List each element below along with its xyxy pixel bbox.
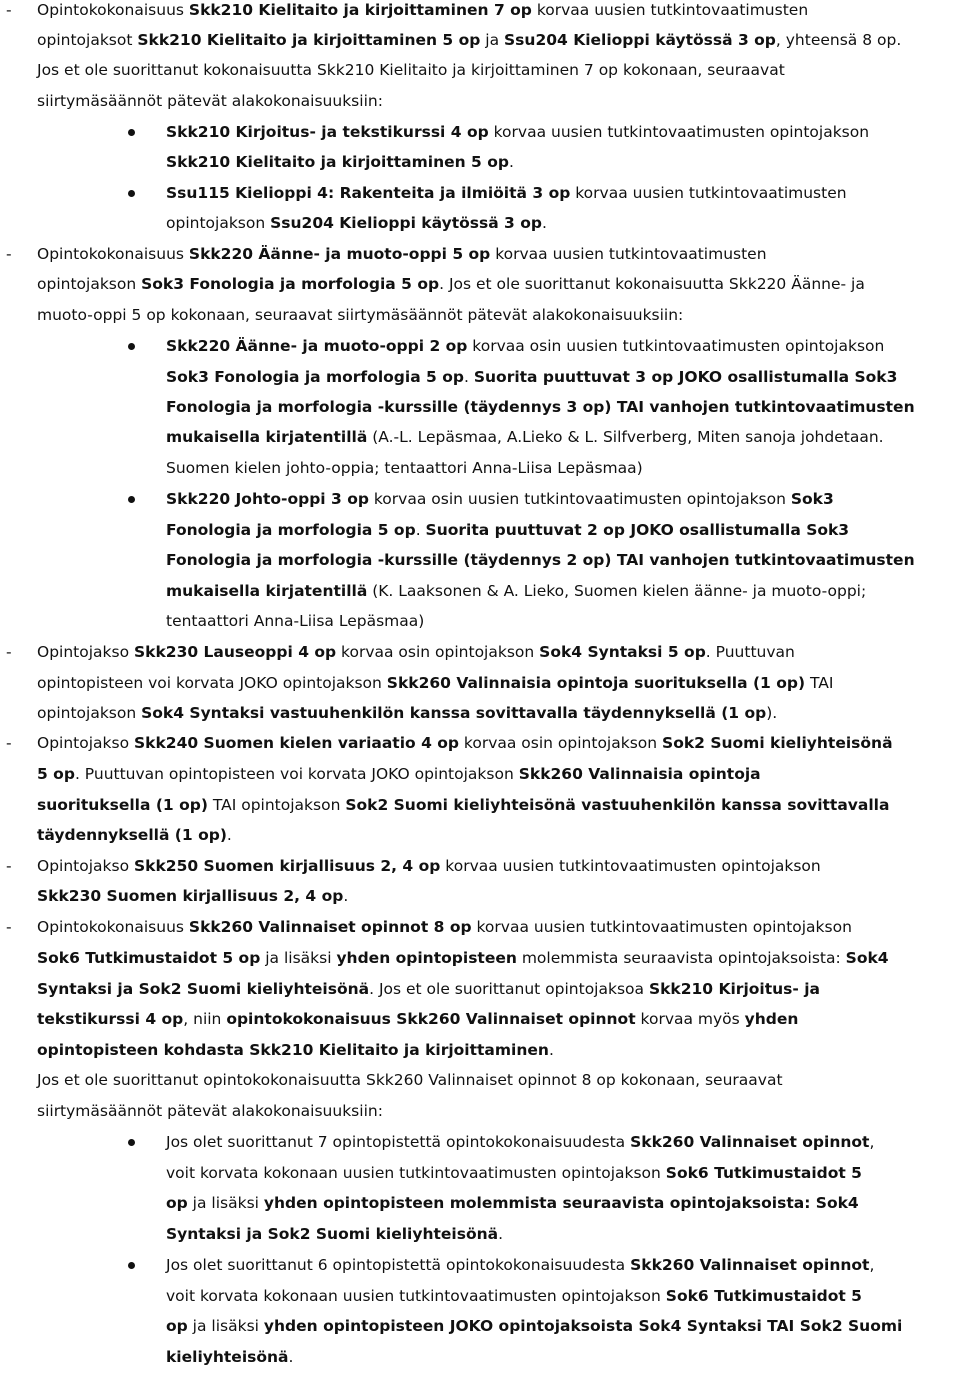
text-line — [166, 336, 884, 356]
text-line — [37, 733, 893, 753]
text-line — [166, 367, 897, 387]
bold-text: mukaisella kirjatentillä — [166, 582, 368, 600]
text-line — [37, 948, 889, 968]
bold-text: yhden opintopisteen JOKO opintojaksoista Sok4 Syntaksi TAI Sok2 Suomi — [263, 1317, 903, 1335]
bold-text: Skk260 Valinnaisia opintoja — [518, 765, 761, 783]
text-line — [37, 60, 785, 80]
bold-text: Skk210 Kielitaito ja kirjoittaminen 5 op — [137, 31, 481, 49]
bold-text: Fonologia ja morfologia -kurssille (täydennys 3 op) TAI vanhojen tutkintovaatimusten — [166, 398, 915, 416]
text: korvaa uusien tutkintovaatimusten — [570, 184, 847, 202]
list-dash: - — [6, 1, 12, 19]
text-line — [37, 795, 889, 815]
text: . Jos et ole suorittanut kokonaisuutta Skk220 Äänne- ja — [439, 275, 865, 293]
bold-text: Skk230 Suomen kirjallisuus 2, 4 op — [37, 887, 344, 905]
text-line — [37, 917, 852, 937]
text: Opintojakso — [37, 643, 134, 661]
list-dash: - — [6, 643, 12, 661]
text: korvaa osin opintojakson — [336, 643, 540, 661]
bold-text: opintopisteen kohdasta Skk210 Kielitaito ja kirjoittaminen — [37, 1041, 549, 1059]
text: opintojakson — [37, 275, 142, 293]
text: . Puuttuvan — [705, 643, 795, 661]
bold-text: Skk210 Kielitaito ja kirjoittaminen 5 op — [166, 153, 509, 171]
text: ja lisäksi — [187, 1317, 264, 1335]
text-line — [37, 91, 383, 111]
text-line — [166, 1347, 293, 1367]
bold-text: Sok4 — [845, 949, 889, 967]
bold-text: op — [166, 1194, 188, 1212]
text-line — [37, 673, 833, 693]
text-line — [166, 489, 834, 509]
text: . — [463, 368, 474, 386]
text-line — [37, 764, 761, 784]
text: Jos olet suorittanut 6 opintopistettä opintokokonaisuudesta — [166, 1256, 631, 1274]
text: korvaa uusien tutkintovaatimusten — [531, 1, 809, 19]
text-line — [37, 825, 232, 845]
text: Opintokokonaisuus — [37, 1, 189, 19]
text: Suomen kielen johto-oppia; tentaattori Anna-Liisa Lepäsmaa) — [166, 459, 643, 477]
bold-text: Fonologia ja morfologia 5 op — [166, 521, 416, 539]
text-line — [37, 0, 808, 20]
bold-text: Skk260 Valinnaisia opintoja suorituksella (1 op) — [386, 674, 806, 692]
text-line — [166, 1316, 902, 1336]
bold-text: Skk220 Johto-oppi 3 op — [166, 490, 369, 508]
text-line — [166, 550, 915, 570]
text-line — [166, 1286, 862, 1306]
text-line — [37, 856, 821, 876]
text: . — [548, 1041, 554, 1059]
text: . — [498, 1225, 504, 1243]
bold-text: Ssu204 Kielioppi käytössä 3 op — [504, 31, 776, 49]
bold-text: Sok2 Suomi kieliyhteisönä vastuuhenkilön kanssa sovittavalla — [345, 796, 890, 814]
text-line — [37, 1101, 383, 1121]
bold-text: Skk220 Äänne- ja muoto-oppi 5 op — [188, 245, 491, 263]
bold-text: Sok6 Tutkimustaidot 5 — [665, 1164, 862, 1182]
bold-text: Sok3 Fonologia ja morfologia 5 op — [166, 368, 464, 386]
text-line — [37, 703, 777, 723]
text: Jos olet suorittanut 7 opintopistettä opintokokonaisuudesta — [166, 1133, 631, 1151]
bold-text: mukaisella kirjatentillä — [166, 428, 368, 446]
list-dash: - — [6, 734, 12, 752]
bold-text: Skk210 Kirjoitus- ja — [648, 980, 820, 998]
text: . — [508, 153, 514, 171]
text: Opintokokonaisuus — [37, 918, 189, 936]
text-line — [166, 213, 547, 233]
bold-text: Ssu204 Kielioppi käytössä 3 op — [270, 214, 542, 232]
bold-text: Suorita puuttuvat 3 op JOKO osallistumalla Sok3 — [473, 368, 898, 386]
bullet-icon — [128, 343, 135, 350]
text: siirtymäsäännöt pätevät alakokonaisuuksiin: — [37, 1102, 383, 1120]
text: . Jos et ole suorittanut opintojaksoa — [369, 980, 649, 998]
text-line — [37, 244, 767, 264]
text: (K. Laaksonen & A. Lieko, Suomen kielen äänne- ja muoto-oppi; — [367, 582, 867, 600]
text: , yhteensä 8 op. — [775, 31, 902, 49]
text: muoto-oppi 5 op kokonaan, seuraavat siirtymäsäännöt pätevät alakokonaisuuksiin: — [37, 306, 684, 324]
bold-text: Skk260 Valinnaiset opinnot — [630, 1256, 870, 1274]
text: korvaa uusien tutkintovaatimusten opintojakson — [471, 918, 852, 936]
bold-text: Skk220 Äänne- ja muoto-oppi 2 op — [166, 337, 468, 355]
text: opintopisteen voi korvata JOKO opintojakson — [37, 674, 387, 692]
text: TAI opintojakson — [207, 796, 346, 814]
bold-text: tekstikurssi 4 op — [37, 1010, 184, 1028]
text-line — [166, 611, 424, 631]
bold-text: Ssu115 Kielioppi 4: Rakenteita ja ilmiöitä 3 op — [166, 184, 571, 202]
text: korvaa myös — [635, 1010, 745, 1028]
list-dash: - — [6, 857, 12, 875]
bold-text: yhden — [744, 1010, 799, 1028]
text: Jos et ole suorittanut kokonaisuutta Skk210 Kielitaito ja kirjoittaminen 7 op kokonaan, seuraavat — [37, 61, 785, 79]
text-line — [166, 581, 866, 601]
bold-text: Syntaksi ja Sok2 Suomi kieliyhteisönä — [37, 980, 370, 998]
bullet-icon — [128, 496, 135, 503]
bold-text: Fonologia ja morfologia -kurssille (täydennys 2 op) TAI vanhojen tutkintovaatimusten — [166, 551, 915, 569]
text-line — [37, 1040, 554, 1060]
bullet-icon — [128, 1139, 135, 1146]
bold-text: Skk240 Suomen kielen variaatio 4 op — [134, 734, 459, 752]
text: . — [415, 521, 426, 539]
text-line — [166, 520, 849, 540]
text: . — [541, 214, 547, 232]
text: Opintokokonaisuus — [37, 245, 189, 263]
text-line — [166, 458, 643, 478]
text-line — [37, 886, 348, 906]
bold-text: Skk250 Suomen kirjallisuus 2, 4 op — [134, 857, 441, 875]
text: , niin — [183, 1010, 227, 1028]
text: opintojaksot — [37, 31, 138, 49]
text: ja lisäksi — [260, 949, 337, 967]
text: TAI — [805, 674, 834, 692]
text: . — [288, 1348, 294, 1366]
bold-text: Sok3 — [790, 490, 834, 508]
text: Jos et ole suorittanut opintokokonaisuutta Skk260 Valinnaiset opinnot 8 op kokonaan, seuraavat — [37, 1071, 783, 1089]
text: tentaattori Anna-Liisa Lepäsmaa) — [166, 612, 425, 630]
text: korvaa osin uusien tutkintovaatimusten opintojakson — [467, 337, 885, 355]
text: siirtymäsäännöt pätevät alakokonaisuuksiin: — [37, 92, 383, 110]
bold-text: kieliyhteisönä — [166, 1348, 289, 1366]
text: opintojakson — [166, 214, 271, 232]
text: korvaa uusien tutkintovaatimusten opintojakson — [488, 123, 870, 141]
bold-text: Sok3 Fonologia ja morfologia 5 op — [141, 275, 440, 293]
text: , — [869, 1133, 875, 1151]
text-line — [166, 1163, 862, 1183]
text-line — [166, 122, 869, 142]
bold-text: Skk230 Lauseoppi 4 op — [134, 643, 337, 661]
text: korvaa osin opintojakson — [459, 734, 663, 752]
text: . Puuttuvan opintopisteen voi korvata JOKO opintojakson — [74, 765, 519, 783]
bold-text: Sok2 Suomi kieliyhteisönä — [662, 734, 893, 752]
text: , — [869, 1256, 875, 1274]
text-line — [37, 1070, 783, 1090]
bullet-icon — [128, 1262, 135, 1269]
text: . — [226, 826, 232, 844]
bold-text: suorituksella (1 op) — [37, 796, 208, 814]
text: molemmista seuraavista opintojaksoista: — [516, 949, 846, 967]
text: . — [343, 887, 349, 905]
text-line — [166, 427, 884, 447]
bold-text: Suorita puuttuvat 2 op JOKO osallistumalla Sok3 — [425, 521, 850, 539]
text-line — [166, 1255, 874, 1275]
bold-text: Skk260 Valinnaiset opinnot — [630, 1133, 870, 1151]
bullet-icon — [128, 129, 135, 136]
text: voit korvata kokonaan uusien tutkintovaatimusten opintojakson — [166, 1287, 666, 1305]
bold-text: Skk210 Kielitaito ja kirjoittaminen 7 op — [188, 1, 532, 19]
text: korvaa uusien tutkintovaatimusten opintojakson — [440, 857, 821, 875]
text: Opintojakso — [37, 734, 134, 752]
text-line — [37, 30, 901, 50]
text: opintojakson — [37, 704, 142, 722]
bold-text: täydennyksellä (1 op) — [37, 826, 227, 844]
text-line — [166, 1193, 859, 1213]
text-line — [37, 305, 683, 325]
text: ja lisäksi — [187, 1194, 264, 1212]
bold-text: yhden opintopisteen — [336, 949, 517, 967]
bold-text: Sok4 Syntaksi 5 op — [539, 643, 706, 661]
text: korvaa osin uusien tutkintovaatimusten opintojakson — [368, 490, 791, 508]
text-line — [37, 1009, 798, 1029]
bold-text: Sok4 Syntaksi vastuuhenkilön kanssa sovittavalla täydennyksellä (1 op — [141, 704, 767, 722]
bold-text: opintokokonaisuus Skk260 Valinnaiset opinnot — [226, 1010, 636, 1028]
text-line — [166, 1224, 503, 1244]
text-line — [37, 642, 795, 662]
bold-text: Sok6 Tutkimustaidot 5 — [665, 1287, 862, 1305]
text: ja — [480, 31, 505, 49]
bold-text: 5 op — [37, 765, 75, 783]
text: ). — [766, 704, 778, 722]
bold-text: Skk260 Valinnaiset opinnot 8 op — [188, 918, 472, 936]
list-dash: - — [6, 918, 12, 936]
bold-text: Skk210 Kirjoitus- ja tekstikurssi 4 op — [166, 123, 489, 141]
bold-text: op — [166, 1317, 188, 1335]
bold-text: yhden opintopisteen molemmista seuraavista opintojaksoista: Sok4 — [263, 1194, 859, 1212]
text-line — [166, 183, 847, 203]
bullet-icon — [128, 190, 135, 197]
text-line — [166, 397, 915, 417]
text-line — [166, 1132, 874, 1152]
text-line — [166, 152, 514, 172]
text-line — [37, 274, 865, 294]
bold-text: Syntaksi ja Sok2 Suomi kieliyhteisönä — [166, 1225, 499, 1243]
text: Opintojakso — [37, 857, 134, 875]
list-dash: - — [6, 245, 12, 263]
bold-text: Sok6 Tutkimustaidot 5 op — [37, 949, 261, 967]
text-line — [37, 979, 820, 999]
text: voit korvata kokonaan uusien tutkintovaatimusten opintojakson — [166, 1164, 666, 1182]
text: korvaa uusien tutkintovaatimusten — [490, 245, 767, 263]
text: (A.-L. Lepäsmaa, A.Lieko & L. Silfverberg, Miten sanoja johdetaan. — [367, 428, 884, 446]
